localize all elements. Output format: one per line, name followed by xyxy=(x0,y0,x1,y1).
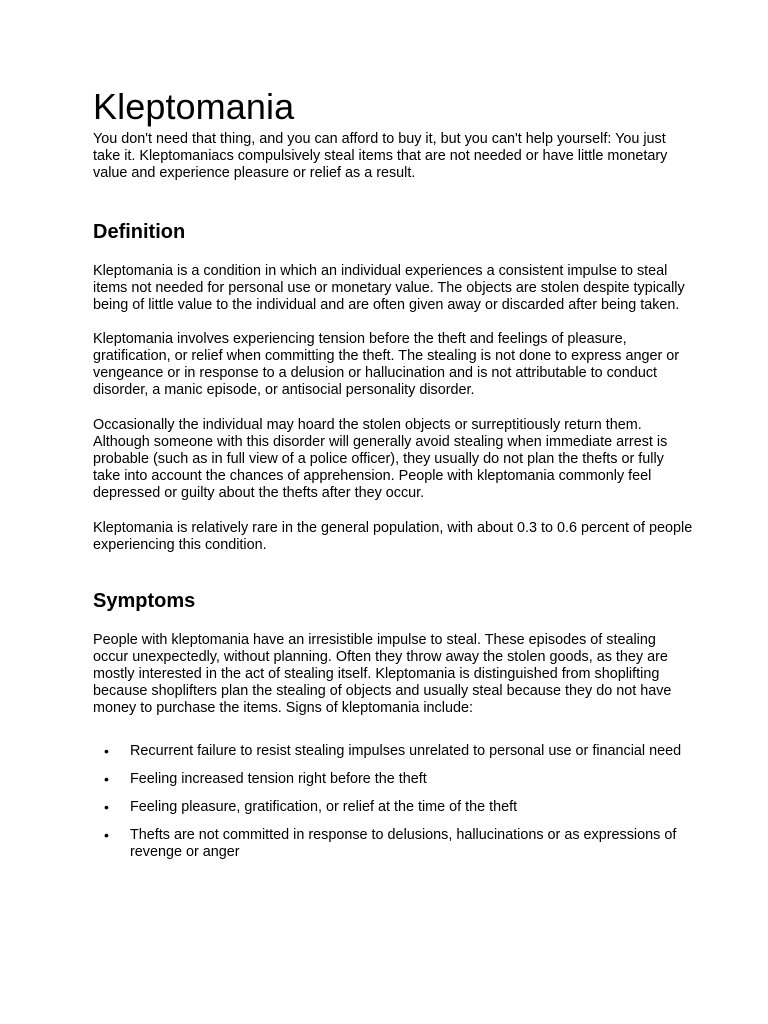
list-item xyxy=(93,743,693,760)
document-page xyxy=(93,85,693,871)
bullet-icon: • xyxy=(104,798,109,815)
list-item xyxy=(93,771,693,788)
bullet-icon: • xyxy=(104,826,109,843)
definition-paragraph-1: Kleptomania is a condition in which an individual experiences a consistent impulse to steal items not needed for personal use or monetary value. The objects are stolen despite typically being of little value to the individual and are often given away or discarded after being taken. xyxy=(93,262,685,313)
list-item-text: Feeling pleasure, gratification, or relief at the time of the theft xyxy=(130,798,518,815)
list-item xyxy=(93,827,693,861)
document-title: Kleptomania xyxy=(93,86,295,127)
symptoms-list xyxy=(93,743,693,861)
definition-paragraph-3: Occasionally the individual may hoard the stolen objects or surreptitiously return them. Although someone with this disorder will generally avoid stealing when immediate arrest is probable (such as in full view of a police officer), they usually do not plan the thefts or fully take into account the chances of apprehension. People with kleptomania commonly feel depressed or guilty about the thefts after they occur. xyxy=(93,417,668,501)
bullet-icon: • xyxy=(104,770,109,787)
symptoms-heading: Symptoms xyxy=(93,590,196,613)
list-item xyxy=(93,799,693,816)
intro-paragraph: You don't need that thing, and you can afford to buy it, but you can't help yourself: You just take it. Kleptomaniacs compulsively steal items that are not needed or have little monetary value and experience pleasure or relief as a result. xyxy=(93,131,668,181)
definition-paragraph-4: Kleptomania is relatively rare in the general population, with about 0.3 to 0.6 percent of people experiencing this condition. xyxy=(93,519,693,553)
list-item-text: Recurrent failure to resist stealing impulses unrelated to personal use or financial need xyxy=(130,742,682,759)
list-item-text: Feeling increased tension right before the theft xyxy=(130,770,427,787)
symptoms-paragraph-1: People with kleptomania have an irresistible impulse to steal. These episodes of stealing occur unexpectedly, without planning. Often they throw away the stolen goods, as they are mostly interested in the act of stealing itself. Kleptomania is distinguished from shoplifting because shoplifters plan the stealing of objects and usually steal because they do not have money to purchase the items. Signs of kleptomania include: xyxy=(93,632,672,717)
bullet-icon: • xyxy=(104,742,109,759)
definition-paragraph-2: Kleptomania involves experiencing tension before the theft and feelings of pleasure, gratification, or relief when committing the theft. The stealing is not done to express anger or vengeance or in response to a delusion or hallucination and is not attributable to conduct disorder, a manic episode, or antisocial personality disorder. xyxy=(93,331,680,399)
definition-heading: Definition xyxy=(93,220,186,243)
list-item-text: Thefts are not committed in response to delusions, hallucinations or as expressions of revenge or anger xyxy=(130,826,677,860)
